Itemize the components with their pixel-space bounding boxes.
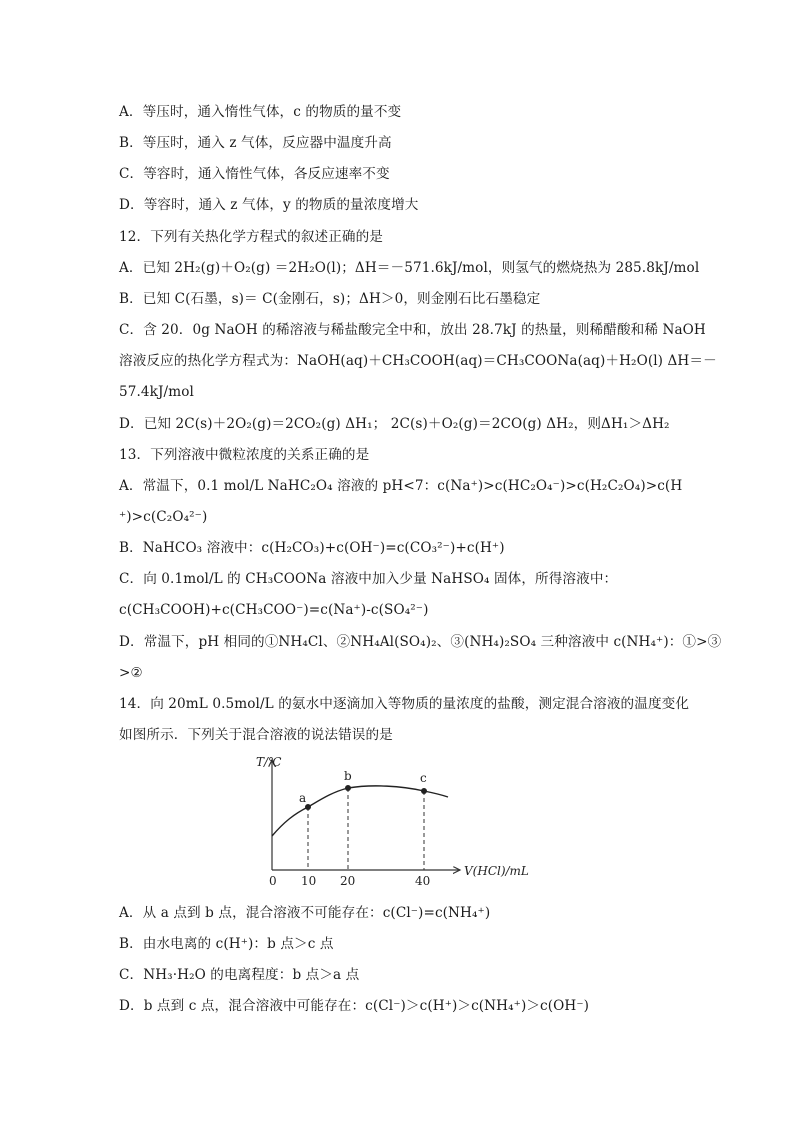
point-b xyxy=(345,785,351,791)
point-c xyxy=(421,788,427,794)
q11-option-a: A．等压时，通入惰性气体，c 的物质的量不变 xyxy=(119,104,402,120)
y-axis-label: T/℃ xyxy=(256,755,282,769)
q12-option-c-line1: C．含 20．0g NaOH 的稀溶液与稀盐酸完全中和，放出 28.7kJ 的热量，则稀醋酸和稀 NaOH xyxy=(119,322,706,338)
q13-option-c-line1: C．向 0.1mol/L 的 CH₃COONa 溶液中加入少量 NaHSO₄ 固体，所得溶液中： xyxy=(119,571,618,587)
q14-stem-line2: 如图所示．下列关于混合溶液的说法错误的是 xyxy=(119,727,393,743)
temperature-chart-svg xyxy=(252,752,552,892)
q14-option-d: D．b 点到 c 点，混合溶液中可能存在：c(Cl⁻)＞c(H⁺)＞c(NH₄⁺)＞c(OH⁻) xyxy=(119,998,590,1014)
x-tick-20: 20 xyxy=(340,874,356,888)
q13-option-d-line2: >② xyxy=(119,665,143,681)
point-c-label: c xyxy=(420,771,427,785)
point-b-label: b xyxy=(344,769,352,783)
q13-option-b: B．NaHCO₃ 溶液中：c(H₂CO₃)+c(OH⁻)=c(CO₃²⁻)+c(H⁺) xyxy=(119,540,505,556)
q12-option-c-line3: 57.4kJ/mol xyxy=(119,384,194,400)
x-tick-40: 40 xyxy=(415,874,431,888)
q12-stem: 12．下列有关热化学方程式的叙述正确的是 xyxy=(119,229,383,245)
q13-option-d-line1: D．常温下，pH 相同的①NH₄Cl、②NH₄Al(SO₄)₂、③(NH₄)₂SO₄ 三种溶液中 c(NH₄⁺)：①>③ xyxy=(119,634,722,650)
q11-option-c: C．等容时，通入惰性气体，各反应速率不变 xyxy=(119,166,390,182)
q11-option-d: D．等容时，通入 z 气体，y 的物质的量浓度增大 xyxy=(119,197,419,213)
q14-stem-line1: 14．向 20mL 0.5mol/L 的氨水中逐滴加入等物质的量浓度的盐酸，测定混合溶液的温度变化 xyxy=(119,696,690,712)
q14-option-b: B．由水电离的 c(H⁺)：b 点＞c 点 xyxy=(119,936,334,952)
x-axis-label: V(HCl)/mL xyxy=(464,864,529,878)
point-a-label: a xyxy=(299,791,307,805)
q14-option-c: C．NH₃·H₂O 的电离程度：b 点＞a 点 xyxy=(119,967,360,983)
q14-option-a: A．从 a 点到 b 点，混合溶液不可能存在：c(Cl⁻)=c(NH₄⁺) xyxy=(119,905,491,921)
q12-option-a: A．已知 2H₂(g)＋O₂(g) ＝2H₂O(l)；ΔH＝－571.6kJ/mol，则氢气的燃烧热为 285.8kJ/mol xyxy=(119,260,700,276)
q13-option-a-line2: ⁺)>c(C₂O₄²⁻) xyxy=(119,509,208,525)
q13-option-c-line2: c(CH₃COOH)+c(CH₃COO⁻)=c(Na⁺)-c(SO₄²⁻) xyxy=(119,602,429,618)
q13-option-a-line1: A．常温下，0.1 mol/L NaHC₂O₄ 溶液的 pH<7：c(Na⁺)>c(HC₂O₄⁻)>c(H₂C₂O₄)>c(H xyxy=(119,478,683,494)
x-tick-10: 10 xyxy=(301,874,317,888)
temperature-chart xyxy=(252,752,552,892)
q12-option-d: D．已知 2C(s)＋2O₂(g)＝2CO₂(g) ΔH₁； 2C(s)＋O₂(g)＝2CO(g) ΔH₂，则ΔH₁＞ΔH₂ xyxy=(119,416,670,432)
q12-option-c-line2: 溶液反应的热化学方程式为：NaOH(aq)＋CH₃COOH(aq)＝CH₃COONa(aq)＋H₂O(l) ΔH＝－ xyxy=(119,353,717,369)
q12-option-b: B．已知 C(石墨，s)＝ C(金刚石，s)；ΔH＞0，则金刚石比石墨稳定 xyxy=(119,291,541,307)
q13-stem: 13．下列溶液中微粒浓度的关系正确的是 xyxy=(119,447,370,463)
q11-option-b: B．等压时，通入 z 气体，反应器中温度升高 xyxy=(119,135,392,151)
x-tick-0: 0 xyxy=(269,874,277,888)
